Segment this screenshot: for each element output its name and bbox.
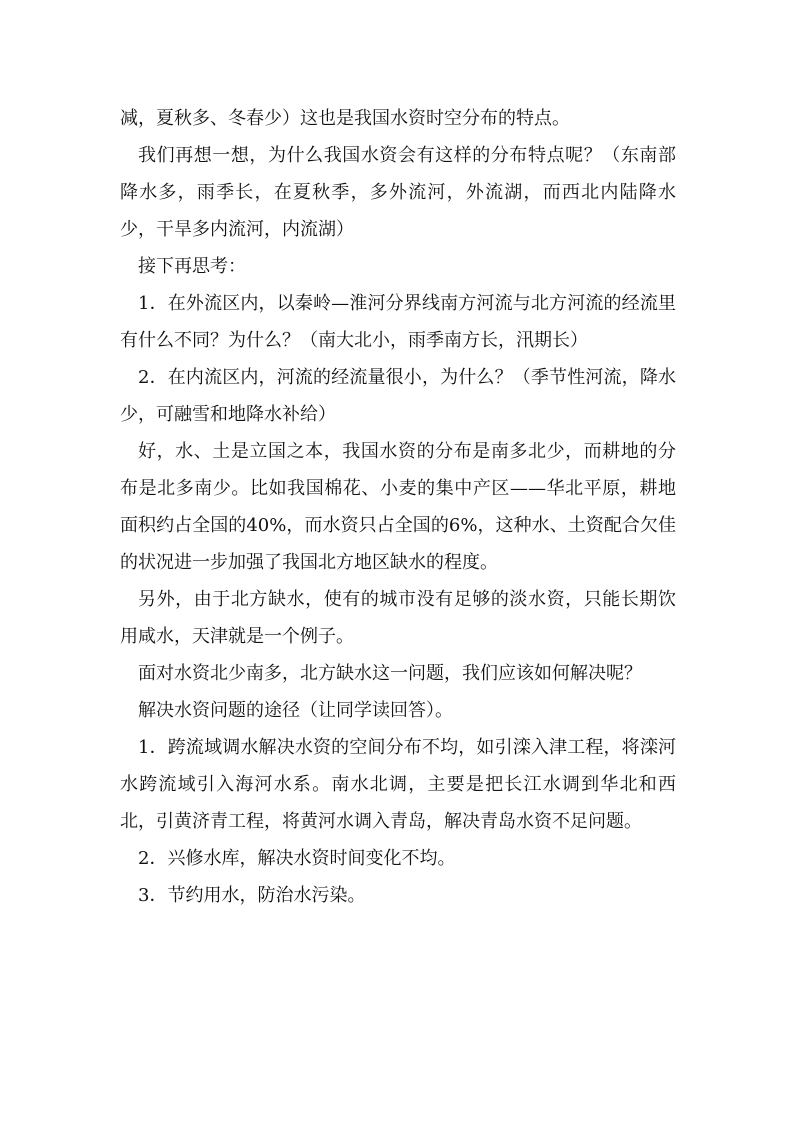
paragraph-solution-1: 1．跨流域调水解决水资的空间分布不均，如引滦入津工程，将滦河水跨流域引入海河水系。南水北调，主要是把长江水调到华北和西北，引黄济青工程，将黄河水调入青岛，解决青岛水资不足问题。 [120, 737, 676, 832]
paragraph-solution-intro: 解决水资问题的途径（让同学读回答）。 [138, 700, 453, 721]
document-body [120, 100, 676, 914]
paragraph-how-to-solve: 面对水资北少南多，北方缺水这一问题，我们应该如何解决呢？ [138, 663, 642, 684]
paragraph-solution-2: 2．兴修水库，解决水资时间变化不均。 [138, 848, 456, 869]
paragraph-solution-3: 3．节约用水，防治水污染。 [138, 885, 366, 906]
paragraph-continuation: 减，夏秋多、冬春少）这也是我国水资时空分布的特点。 [120, 108, 570, 129]
paragraph-question-1: 1．在外流区内，以秦岭—淮河分界线南方河流与北方河流的经流里有什么不同？为什么？（南大北小，雨季南方长，汛期长） [120, 293, 676, 351]
paragraph-tianjin-example: 另外，由于北方缺水，使有的城市没有足够的淡水资，只能长期饮用咸水，天津就是一个例子。 [120, 589, 676, 647]
paragraph-water-land: 好，水、土是立国之本，我国水资的分布是南多北少，而耕地的分布是北多南少。比如我国棉花、小麦的集中产区——华北平原，耕地面积约占全国的40%，而水资只占全国的6%，这种水、土资配合欠佳的状况进一步加强了我国北方地区缺水的程度。 [120, 441, 676, 573]
paragraph-reason-question: 我们再想一想，为什么我国水资会有这样的分布特点呢？（东南部降水多，雨季长，在夏秋季，多外流河，外流湖，而西北内陆降水少，干旱多内流河，内流湖） [120, 145, 676, 240]
paragraph-next-think: 接下再思考： [138, 256, 246, 277]
paragraph-question-2: 2．在内流区内，河流的经流量很小，为什么？（季节性河流，降水少，可融雪和地降水补给） [120, 367, 676, 425]
